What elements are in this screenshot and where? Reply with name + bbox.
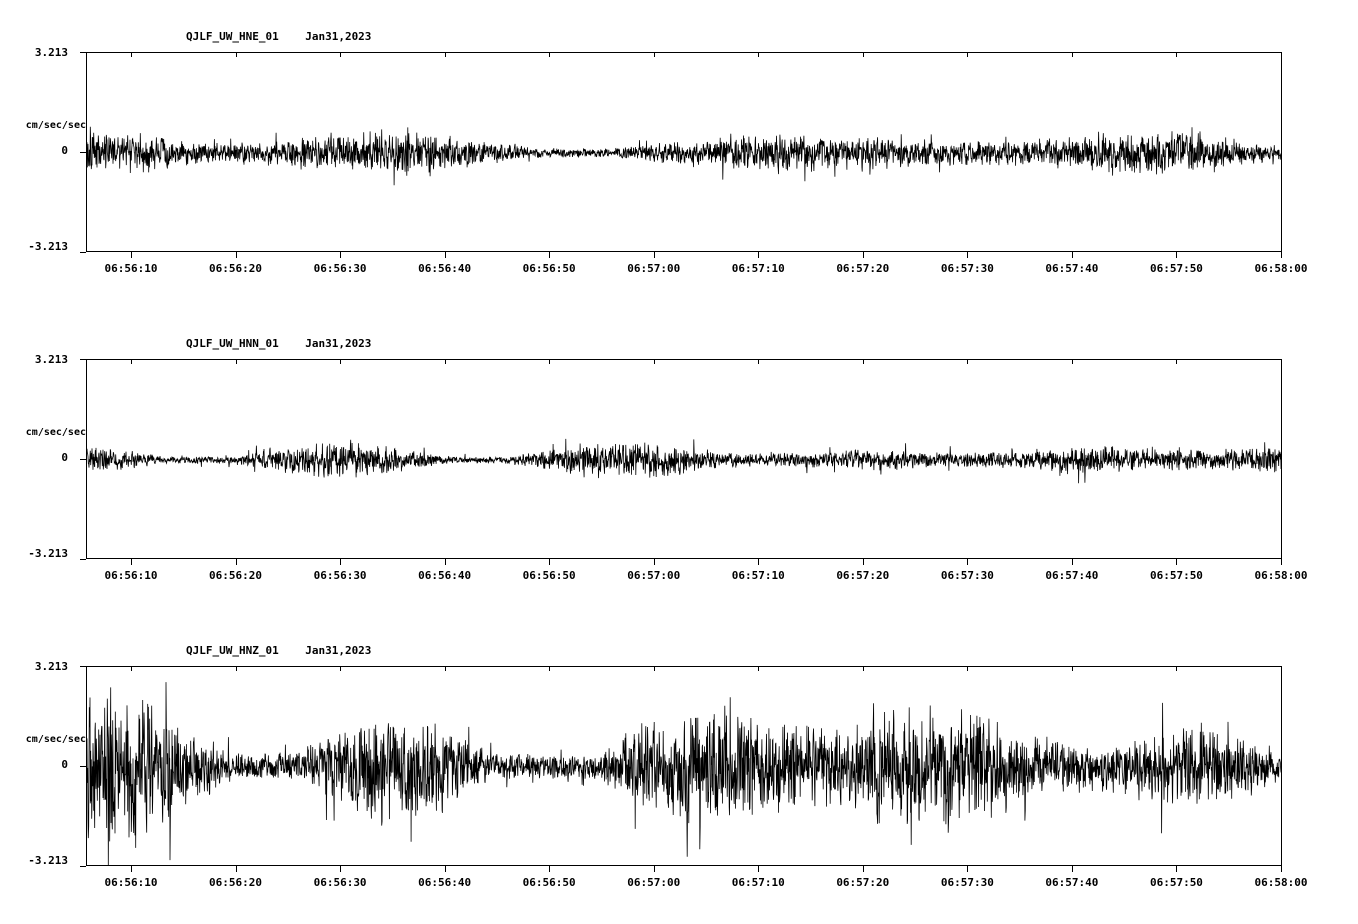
y-tick-bottom-hnz: -3.213 [28,854,68,867]
x-tick-mark [758,252,759,258]
x-tick-mark [445,252,446,258]
y-tick-mark [80,152,86,153]
x-tick-mark [654,252,655,258]
x-tick-label: 06:57:30 [940,876,994,889]
x-tick-mark-top [654,52,655,57]
panel-title-hne: QJLF_UW_HNE_01 Jan31,2023 [186,30,372,43]
x-tick-label: 06:57:20 [836,876,890,889]
x-tick-mark-top [131,52,132,57]
x-tick-mark-top [967,52,968,57]
x-tick-mark-top [863,52,864,57]
x-tick-mark-top [445,52,446,57]
x-tick-label: 06:57:20 [836,262,890,275]
x-tick-label: 06:57:00 [627,262,681,275]
x-tick-mark [131,252,132,258]
x-tick-mark-top [236,52,237,57]
x-tick-label: 06:56:40 [418,876,472,889]
x-tick-label: 06:56:40 [418,569,472,582]
x-tick-mark-top [863,359,864,364]
x-tick-mark [1281,559,1282,565]
x-tick-mark [863,252,864,258]
waveform-trace [87,667,1282,866]
seismogram-panel-hnz [0,614,1358,924]
x-tick-mark-top [1281,52,1282,57]
x-tick-label: 06:56:40 [418,262,472,275]
x-tick-mark [549,866,550,872]
x-tick-mark-top [340,666,341,671]
y-tick-mark [80,866,86,867]
x-tick-mark-top [1072,666,1073,671]
panel-title-hnz: QJLF_UW_HNZ_01 Jan31,2023 [186,644,372,657]
x-tick-mark [340,866,341,872]
seismogram-panel-hne [0,0,1358,300]
x-tick-mark [445,866,446,872]
y-tick-mark [80,52,86,53]
x-tick-mark-top [1072,359,1073,364]
x-tick-mark [967,252,968,258]
x-tick-mark [863,866,864,872]
x-tick-mark [1176,866,1177,872]
y-tick-mark [80,359,86,360]
plot-area-hne [86,52,1282,252]
x-tick-mark-top [1176,666,1177,671]
x-tick-mark [1072,559,1073,565]
x-tick-mark-top [1176,359,1177,364]
x-tick-mark [1176,559,1177,565]
x-tick-mark-top [758,52,759,57]
y-tick-bottom-hnn: -3.213 [28,547,68,560]
x-tick-label: 06:57:30 [940,262,994,275]
x-tick-label: 06:56:30 [313,569,367,582]
x-tick-label: 06:56:10 [104,569,158,582]
x-tick-label: 06:57:20 [836,569,890,582]
y-tick-mid-hne: 0 [61,144,68,157]
seismogram-panel-hnn [0,307,1358,607]
y-tick-top-hne: 3.213 [34,46,68,59]
waveform-trace [87,360,1282,559]
x-tick-label: 06:57:40 [1045,262,1099,275]
y-axis-label-hnz: cm/sec/sec [25,734,86,745]
x-tick-label: 06:57:10 [731,876,785,889]
x-tick-mark-top [654,666,655,671]
x-tick-mark [758,559,759,565]
y-tick-mark [80,666,86,667]
panel-title-hnn: QJLF_UW_HNN_01 Jan31,2023 [186,337,372,350]
y-tick-mid-hnz: 0 [61,758,68,771]
plot-area-hnz [86,666,1282,866]
x-tick-mark-top [1281,359,1282,364]
x-tick-mark [758,866,759,872]
x-tick-mark [1281,866,1282,872]
y-tick-mark [80,559,86,560]
x-tick-mark-top [863,666,864,671]
y-tick-bottom-hne: -3.213 [28,240,68,253]
x-tick-mark [1072,252,1073,258]
x-tick-mark [131,866,132,872]
y-axis-label-hnn: cm/sec/sec [25,427,86,438]
x-tick-mark [131,559,132,565]
y-tick-mark [80,766,86,767]
x-tick-label: 06:57:00 [627,569,681,582]
x-tick-mark-top [236,359,237,364]
x-tick-label: 06:57:00 [627,876,681,889]
x-tick-label: 06:57:50 [1149,876,1203,889]
y-tick-mark [80,459,86,460]
x-tick-mark [549,559,550,565]
x-tick-mark-top [236,666,237,671]
x-tick-label: 06:58:00 [1254,262,1308,275]
x-tick-mark-top [758,359,759,364]
x-tick-label: 06:56:50 [522,262,576,275]
x-tick-mark-top [1281,666,1282,671]
x-tick-mark-top [340,359,341,364]
x-tick-mark [236,866,237,872]
x-tick-label: 06:57:40 [1045,876,1099,889]
x-tick-label: 06:56:20 [209,569,263,582]
x-tick-label: 06:57:40 [1045,569,1099,582]
x-tick-mark [445,559,446,565]
x-tick-mark [967,866,968,872]
y-tick-top-hnz: 3.213 [34,660,68,673]
x-tick-label: 06:56:20 [209,262,263,275]
x-tick-mark-top [758,666,759,671]
x-tick-label: 06:57:30 [940,569,994,582]
x-tick-mark [236,252,237,258]
x-tick-mark [236,559,237,565]
x-tick-mark [654,866,655,872]
x-tick-mark [863,559,864,565]
x-tick-mark [1072,866,1073,872]
x-tick-label: 06:56:10 [104,876,158,889]
x-tick-mark-top [1176,52,1177,57]
y-axis-label-hne: cm/sec/sec [25,120,86,131]
x-tick-label: 06:56:20 [209,876,263,889]
x-tick-mark [1176,252,1177,258]
x-tick-mark-top [549,52,550,57]
x-tick-label: 06:58:00 [1254,569,1308,582]
x-tick-label: 06:57:50 [1149,569,1203,582]
y-tick-mark [80,252,86,253]
x-tick-label: 06:56:30 [313,262,367,275]
x-tick-mark [967,559,968,565]
x-tick-mark [1281,252,1282,258]
x-tick-label: 06:57:50 [1149,262,1203,275]
x-tick-label: 06:58:00 [1254,876,1308,889]
waveform-trace [87,53,1282,252]
x-tick-mark [654,559,655,565]
x-tick-mark-top [549,666,550,671]
plot-area-hnn [86,359,1282,559]
x-tick-mark-top [131,359,132,364]
x-tick-mark-top [654,359,655,364]
x-tick-mark [340,559,341,565]
x-tick-label: 06:56:50 [522,876,576,889]
x-tick-mark-top [1072,52,1073,57]
x-tick-label: 06:56:30 [313,876,367,889]
x-tick-mark [340,252,341,258]
x-tick-mark-top [445,666,446,671]
x-tick-mark-top [967,666,968,671]
y-tick-mid-hnn: 0 [61,451,68,464]
x-tick-mark-top [131,666,132,671]
x-tick-mark-top [445,359,446,364]
x-tick-mark [549,252,550,258]
x-tick-mark-top [340,52,341,57]
y-tick-top-hnn: 3.213 [34,353,68,366]
x-tick-label: 06:57:10 [731,569,785,582]
x-tick-mark-top [967,359,968,364]
x-tick-label: 06:56:50 [522,569,576,582]
x-tick-label: 06:57:10 [731,262,785,275]
x-tick-mark-top [549,359,550,364]
x-tick-label: 06:56:10 [104,262,158,275]
